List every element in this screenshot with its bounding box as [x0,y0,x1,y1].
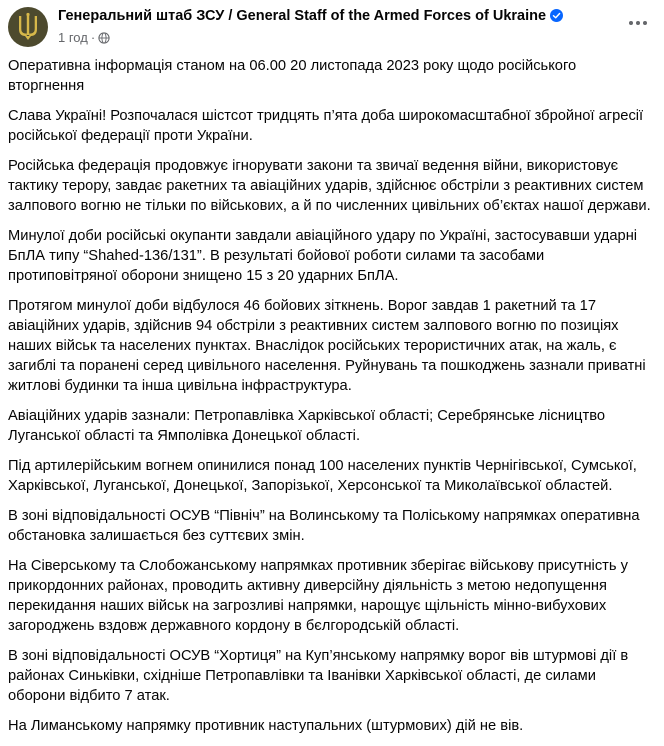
post-paragraph: Російська федерація продовжує ігнорувати закони та звичаї ведення війни, використовує тактику терору, завдає ракетних та авіаційних ударів, здійснює обстріли з реактивних систем залпового вогню не тільки по військових, а й по численних цивільних об’єктах нашої держави. [8,158,651,214]
post-meta [58,30,110,47]
post-timestamp[interactable]: 1 год [58,30,88,45]
post-paragraph: Протягом минулої доби відбулося 46 бойових зіткнень. Ворог завдав 1 ракетний та 17 авіаційних ударів, здійснив 94 обстріли з реактивних систем залпового вогню по позиціях наших військ та населених пунктах. Внаслідок російських терористичних атак, на жаль, є загиблі та поранені серед цивільного населення. Руйнувань та пошкоджень зазнали приватні житлові будинки та інша цивільна інфраструктура. [8,298,646,394]
verified-badge-icon [550,9,563,26]
post-paragraph: На Сіверському та Слобожанському напрямках противник зберігає військову присутність у прикордонних районах, проводить активну диверсійну діяльність з метою недопущення перекидання наших військ на загрозливі напрямки, нарощує щільність мінно-вибухових загороджень вздовж державного кордону в бєлгородській області. [8,558,628,634]
post-paragraph: Оперативна інформація станом на 06.00 20 листопада 2023 року щодо російського вторгнення [8,58,577,94]
post-paragraph: Авіаційних ударів зазнали: Петропавлівка Харківської області; Серебрянське лісництво Луганської області та Ямполівка Донецької області. [8,408,606,444]
post-paragraph: На Лиманському напрямку противник наступальних (штурмових) дій не вів. [8,718,524,734]
page-name[interactable] [58,8,563,26]
post-paragraph: Слава Україні! Розпочалася шістсот тридцять п’ята доба широкомасштабної збройної агресії російської федерації проти України. [8,108,644,144]
post-body [8,56,656,746]
post-paragraph: В зоні відповідальності ОСУВ “Хортиця” на Куп’янському напрямку ворог вів штурмові дії в районах Синьківки, східніше Петропавлівки та Іванівки Харківської області, де силами оборони відбито 7 атак. [8,648,629,704]
post-paragraph: Під артилерійським вогнем опинилися понад 100 населених пунктів Чернігівської, Сумської, Харківської, Луганської, Донецької, Запорізької, Херсонської та Миколаївської областей. [8,458,637,494]
more-options-button[interactable] [622,7,654,39]
avatar[interactable] [8,7,48,47]
ukraine-trident-emblem-icon [8,7,48,47]
more-dots-icon [628,20,648,26]
post-paragraph: Минулої доби російські окупанти завдали авіаційного удару по Україні, застосувавши ударні БпЛА типу “Shahed-136/131”. В результаті бойової роботи силами та засобами протиповітряної оборони знищено 15 з 20 ударних БпЛА. [8,228,638,284]
meta-separator: · [90,30,96,45]
page-name-text[interactable]: Генеральний штаб ЗСУ / General Staff of the Armed Forces of Ukraine [58,8,547,24]
post-header [0,0,664,48]
post-paragraph: В зоні відповідальності ОСУВ “Північ” на Волинському та Поліському напрямках оперативна обстановка залишається без суттєвих змін. [8,508,640,544]
globe-icon[interactable] [98,32,110,47]
